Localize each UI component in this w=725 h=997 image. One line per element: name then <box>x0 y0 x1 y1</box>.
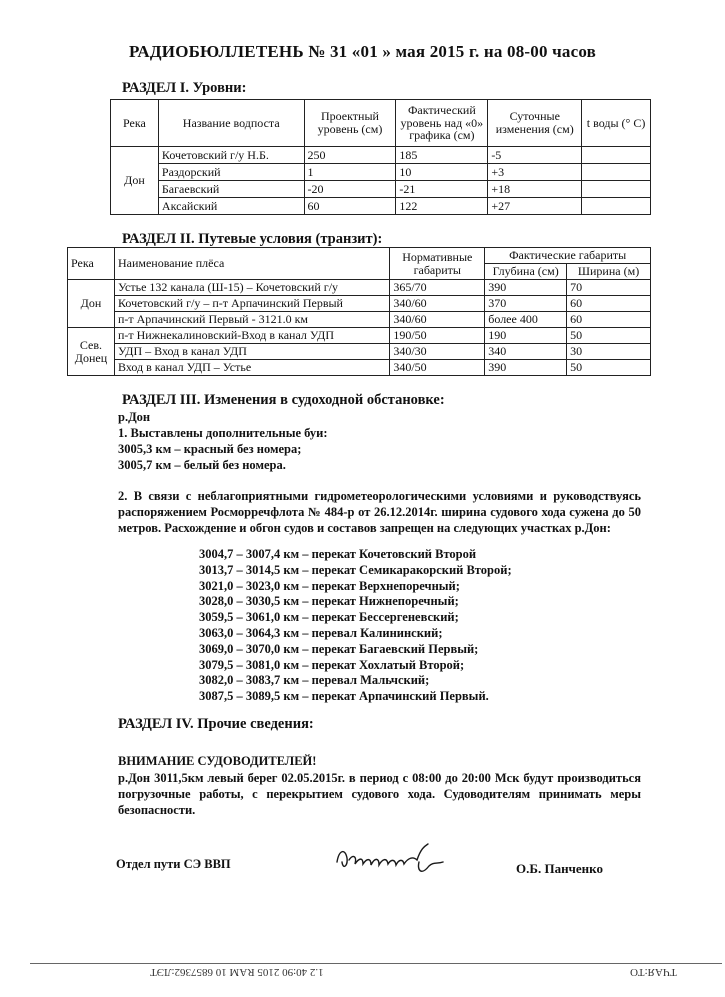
buoy-line: 3005,7 км – белый без номера. <box>118 458 286 472</box>
section3-river: р.Дон <box>118 410 151 424</box>
water-temp <box>582 164 651 181</box>
fax-divider <box>30 963 722 964</box>
reach-name: п-т Нижнекалиновский-Вход в канал УДП <box>114 328 389 344</box>
reach-name: п-т Арпачинский Первый - 3121.0 км <box>114 312 389 328</box>
department-name: Отдел пути СЭ ВВП <box>116 857 231 871</box>
col-reach-name: Наименование плёса <box>114 248 389 280</box>
table-row <box>68 312 651 328</box>
table-row <box>68 360 651 376</box>
project-level: 250 <box>304 147 396 164</box>
col-daily-change: Суточные изменения (см) <box>488 100 582 147</box>
depth: 390 <box>485 360 567 376</box>
list-item: 3069,0 – 3070,0 км – перекат Багаевский Первый; <box>199 641 479 656</box>
col-river: Река <box>68 248 115 280</box>
col-river: Река <box>111 100 159 147</box>
list-item: 3059,5 – 3061,0 км – перекат Бессергеневский; <box>199 610 459 625</box>
restricted-reaches-list <box>199 547 512 705</box>
col-normative: Нормативные габариты <box>390 248 485 280</box>
width: 70 <box>567 280 651 296</box>
attention-heading: ВНИМАНИЕ СУДОВОДИТЕЛЕЙ! <box>118 754 317 768</box>
width: 30 <box>567 344 651 360</box>
table-row <box>111 164 651 181</box>
table-row <box>68 344 651 360</box>
reach-name: Кочетовский г/у – п-т Арпачинский Первый <box>114 296 389 312</box>
bulletin-title: РАДИОБЮЛЛЕТЕНЬ № 31 «01 » мая 2015 г. на 08-00 часов <box>128 42 597 61</box>
normative: 340/60 <box>390 296 485 312</box>
section4-heading: РАЗДЕЛ IV. Прочие сведения: <box>118 716 314 732</box>
item2-paragraph: 2. В связи с неблагоприятными гидрометеорологическими условиями и руководствуясь распоряжением Росморречфлота № 484-р от 26.12.2014г. ширина судового хода сужена до 50 метров. Расхождение и обгон судов и составов запрещен на следующих участках р.Дон: <box>118 489 641 535</box>
signature-image <box>333 840 448 878</box>
river-name: Дон <box>68 280 115 328</box>
actual-level: 185 <box>396 147 488 164</box>
item1-title: 1. Выставлены дополнительные буи: <box>118 426 328 440</box>
normative: 365/70 <box>390 280 485 296</box>
width: 50 <box>567 360 651 376</box>
list-item: 3087,5 – 3089,5 км – перекат Арпачинский Первый. <box>199 689 489 704</box>
project-level: -20 <box>304 181 396 198</box>
width: 60 <box>567 296 651 312</box>
actual-level: -21 <box>396 181 488 198</box>
post-name: Багаевский <box>158 181 304 198</box>
table-row <box>68 328 651 344</box>
col-water-temp: t воды (° C) <box>582 100 651 147</box>
post-name: Аксайский <box>158 198 304 215</box>
table-row <box>68 280 651 296</box>
list-item: 3079,5 – 3081,0 км – перекат Хохлатый Второй; <box>199 657 465 672</box>
table-row <box>111 147 651 164</box>
section2-heading: РАЗДЕЛ II. Путевые условия (транзит): <box>122 231 383 247</box>
table-row <box>68 296 651 312</box>
section3-heading: РАЗДЕЛ III. Изменения в судоходной обстановке: <box>122 392 445 408</box>
actual-level: 10 <box>396 164 488 181</box>
daily-change: -5 <box>488 147 582 164</box>
table-row <box>111 181 651 198</box>
depth: 390 <box>485 280 567 296</box>
list-item: 3082,0 – 3083,7 км – перевал Мальчский; <box>199 673 430 688</box>
list-item: 3028,0 – 3030,5 км – перекат Нижнепоречный; <box>199 594 459 609</box>
attention-text: р.Дон 3011,5км левый берег 02.05.2015г. в период с 08:00 до 20:00 Мск будут производиться погрузочные работы, с перекрытием судового хода. Судоводителям принимать меры безопасности. <box>118 771 641 817</box>
post-name: Кочетовский г/у Н.Б. <box>158 147 304 164</box>
post-name: Раздорский <box>158 164 304 181</box>
list-item: 3063,0 – 3064,3 км – перевал Калининский; <box>199 625 443 640</box>
signer-name: О.Б. Панченко <box>516 861 603 876</box>
actual-level: 122 <box>396 198 488 215</box>
transit-table <box>67 247 651 376</box>
water-temp <box>582 198 651 215</box>
list-item: 3021,0 – 3023,0 км – перекат Верхнепоречный; <box>199 578 460 593</box>
table-row <box>111 198 651 215</box>
col-width: Ширина (м) <box>567 264 651 280</box>
levels-header-row <box>111 100 651 147</box>
reach-name: Устье 132 канала (Ш-15) – Кочетовский г/у <box>114 280 389 296</box>
transit-header-row <box>68 248 651 264</box>
river-name: Дон <box>111 147 159 215</box>
reach-name: УДП – Вход в канал УДП <box>114 344 389 360</box>
col-depth: Глубина (см) <box>485 264 567 280</box>
col-project-level: Проектный уровень (см) <box>304 100 396 147</box>
fax-header: 1.2 40:90 2105 RAM 10 6857362:ЛЭТ <box>150 966 324 978</box>
depth: 340 <box>485 344 567 360</box>
normative: 340/50 <box>390 360 485 376</box>
width: 60 <box>567 312 651 328</box>
width: 50 <box>567 328 651 344</box>
fax-sender: ТЧАЯ:ТО <box>630 966 677 978</box>
col-actual-level: Фактический уровень над «0» графика (см) <box>396 100 488 147</box>
section1-heading: РАЗДЕЛ I. Уровни: <box>122 80 247 96</box>
normative: 340/30 <box>390 344 485 360</box>
col-actual-dimensions: Фактические габариты <box>485 248 651 264</box>
list-item: 3004,7 – 3007,4 км – перекат Кочетовский Второй <box>199 547 477 561</box>
list-item: 3013,7 – 3014,5 км – перекат Семикаракорский Второй; <box>199 562 512 577</box>
depth: 370 <box>485 296 567 312</box>
daily-change: +18 <box>488 181 582 198</box>
normative: 190/50 <box>390 328 485 344</box>
levels-table <box>110 99 651 215</box>
daily-change: +27 <box>488 198 582 215</box>
water-temp <box>582 181 651 198</box>
daily-change: +3 <box>488 164 582 181</box>
buoy-line: 3005,3 км – красный без номера; <box>118 442 302 456</box>
water-temp <box>582 147 651 164</box>
normative: 340/60 <box>390 312 485 328</box>
depth: 190 <box>485 328 567 344</box>
depth: более 400 <box>485 312 567 328</box>
project-level: 60 <box>304 198 396 215</box>
col-post-name: Название водпоста <box>158 100 304 147</box>
river-name: Сев. Донец <box>68 328 115 376</box>
project-level: 1 <box>304 164 396 181</box>
reach-name: Вход в канал УДП – Устье <box>114 360 389 376</box>
